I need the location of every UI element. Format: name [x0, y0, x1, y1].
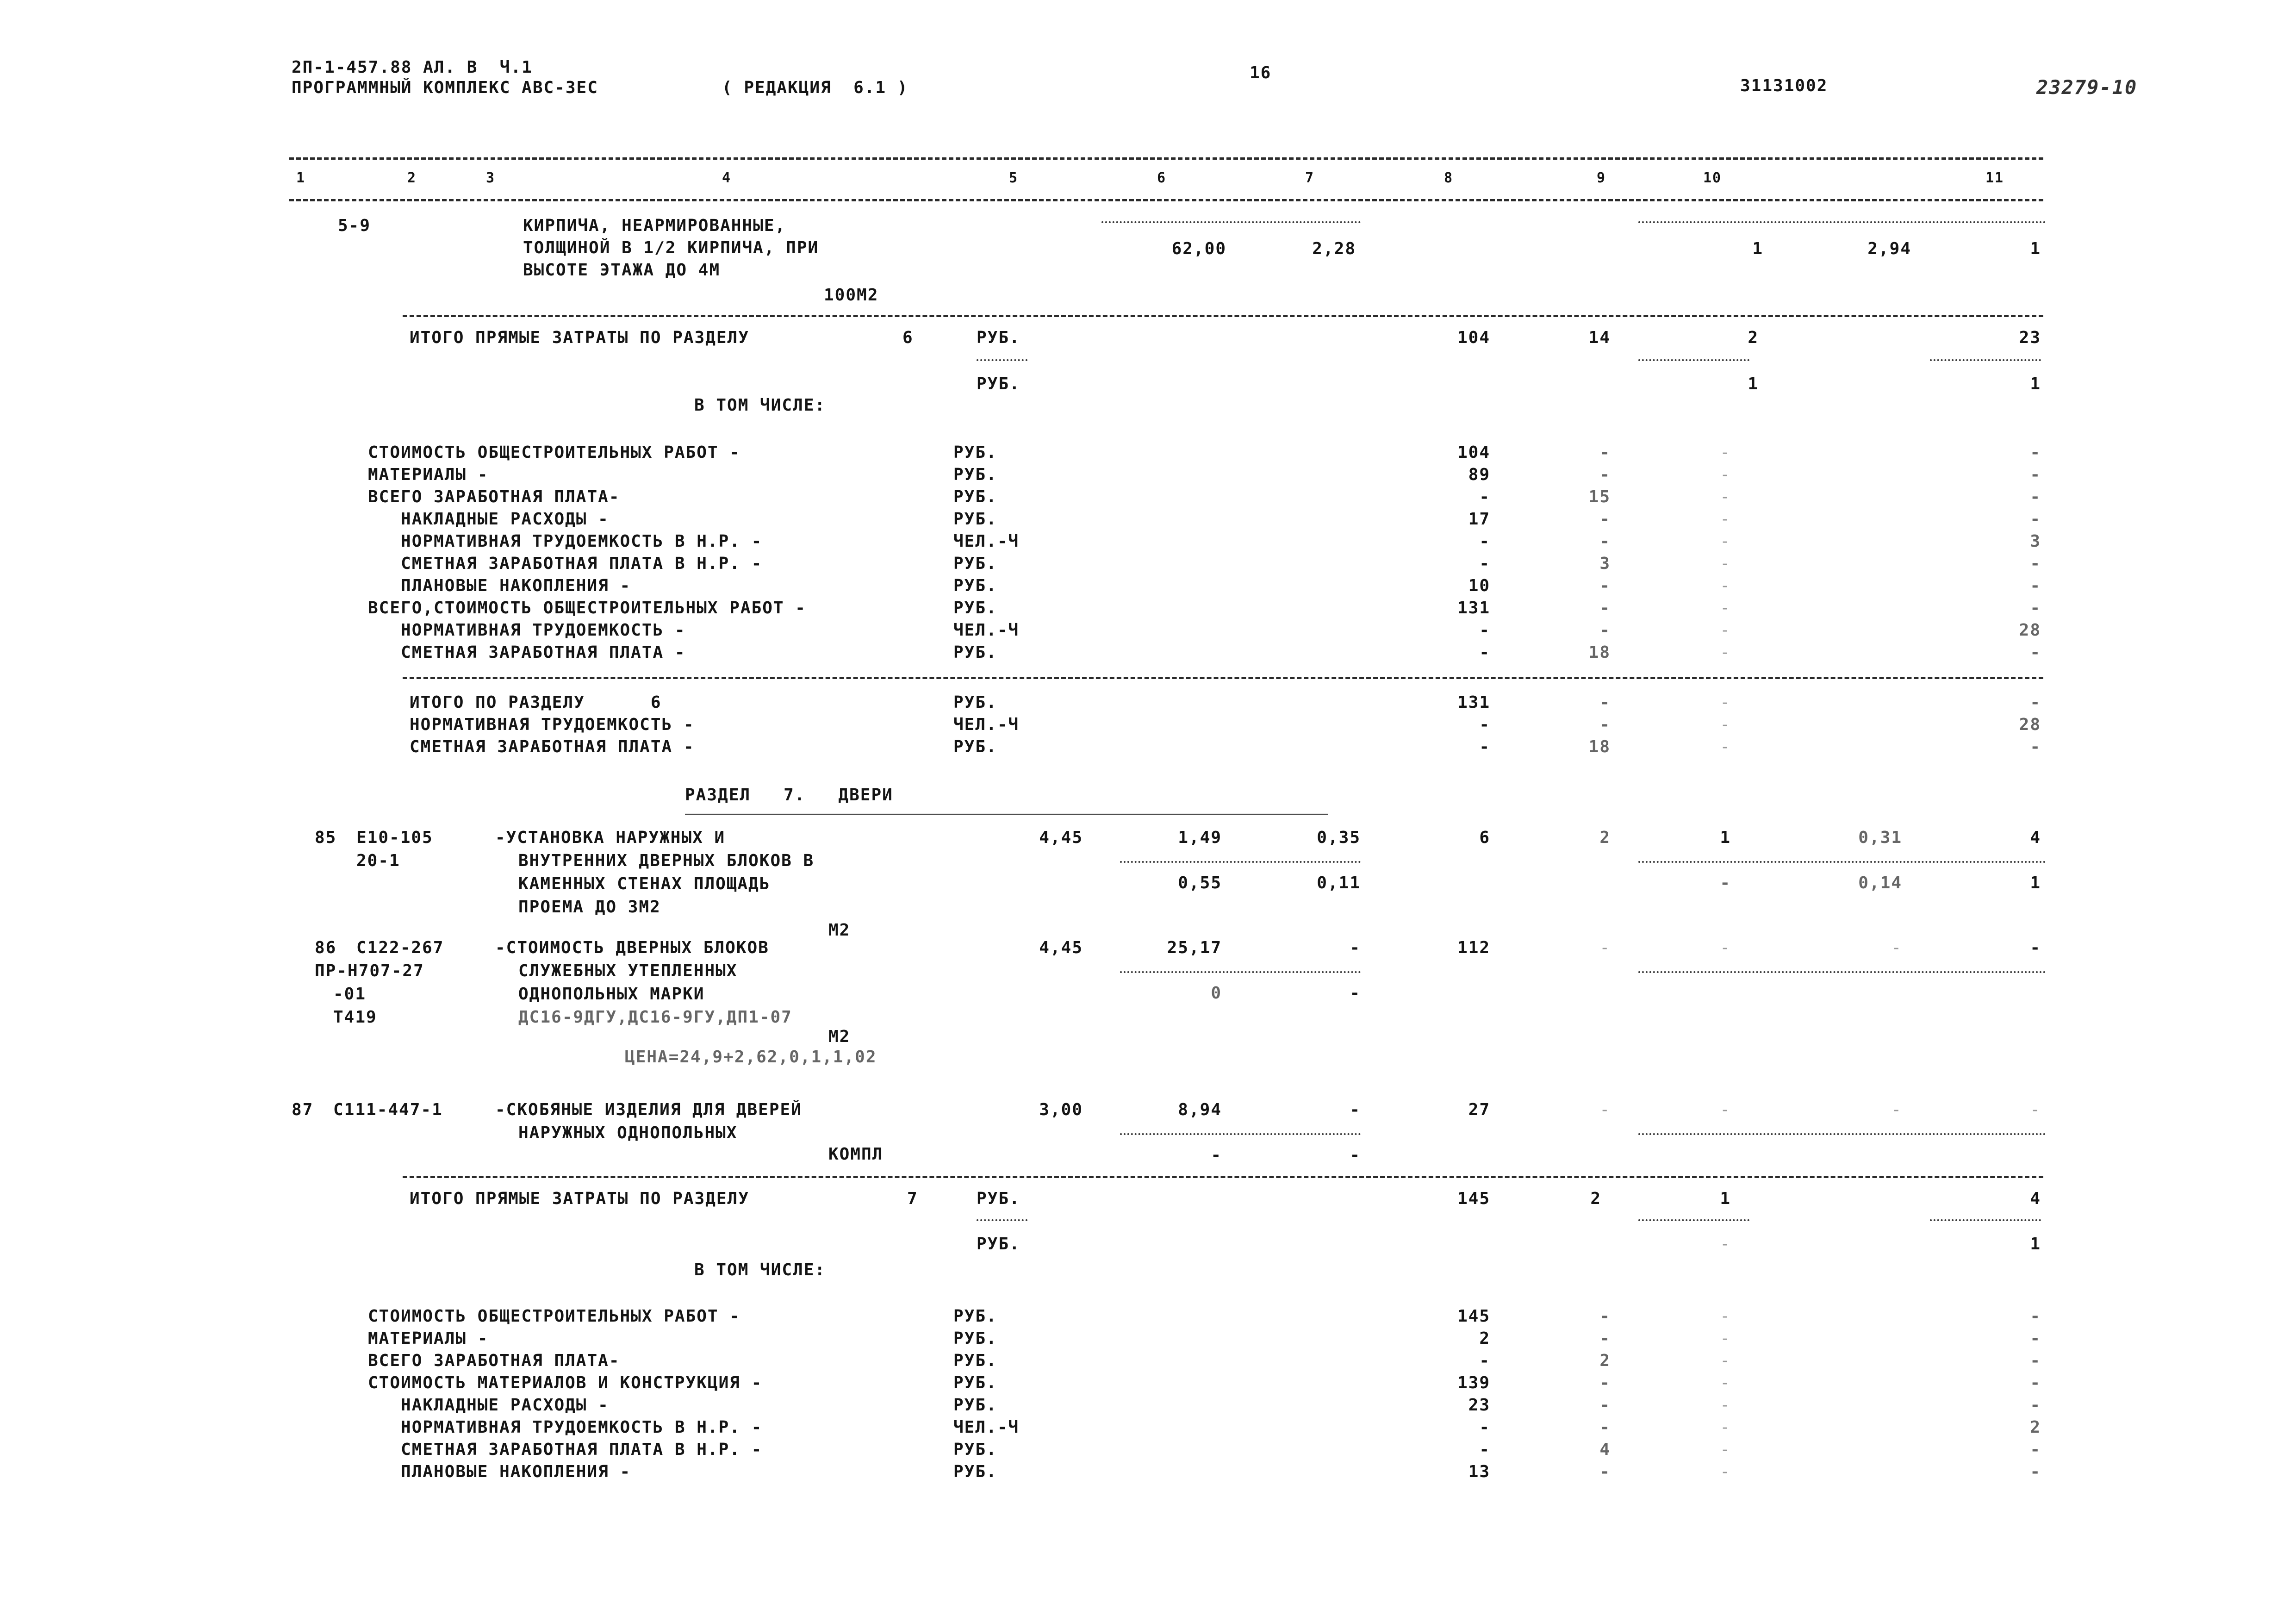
item-unit: КОМПЛ [828, 1145, 884, 1164]
cell-c4: 4,45 [1039, 828, 1083, 847]
cell-c5: 25,17 [1167, 938, 1222, 957]
cell-c7: 23 [1468, 1396, 1490, 1415]
cell-c8: - [1599, 938, 1611, 957]
item-number: 86 [315, 938, 337, 957]
page-number: 16 [1250, 63, 1272, 82]
cell-c9: 1 [1748, 374, 1759, 393]
cell-c8: 15 [1588, 487, 1611, 506]
cell-c7: - [1479, 643, 1490, 662]
cell-c5: 1,49 [1178, 828, 1222, 847]
rule [1120, 1133, 1361, 1135]
row-label: НАКЛАДНЫЕ РАСХОДЫ - [368, 1396, 609, 1415]
cell-c9: - [1720, 465, 1731, 484]
cell-c7: - [1479, 554, 1490, 573]
row-unit: ЧЕЛ.-Ч [953, 621, 1020, 640]
cell-c8: 3 [1599, 554, 1611, 573]
item-code: С122-267 [356, 938, 444, 957]
cell-c8: - [1599, 1307, 1611, 1326]
cell-c9: - [1720, 510, 1731, 529]
section-direct-label: ИТОГО ПРЯМЫЕ ЗАТРАТЫ ПО РАЗДЕЛУ [410, 328, 749, 347]
cell-c7: 131 [1457, 693, 1490, 712]
cell-c5: 0,55 [1178, 873, 1222, 892]
cell-c8: - [1599, 443, 1611, 462]
cell-c11: - [2030, 1307, 2041, 1326]
cell-c5: 0 [1211, 984, 1222, 1003]
cell-c9: 2 [1748, 328, 1759, 347]
section-number: 6 [902, 328, 914, 347]
row-unit: РУБ. [953, 1373, 997, 1392]
cell-c7: 27 [1468, 1100, 1490, 1119]
rule [977, 1219, 1027, 1221]
row-unit: РУБ. [953, 693, 997, 712]
doc-code: 2П-1-457.88 АЛ. В Ч.1 [292, 58, 533, 77]
item-unit: 100М2 [824, 286, 879, 305]
cell-c11: - [2030, 1329, 2041, 1348]
column-number: 6 [1157, 170, 1167, 186]
row-label: ВСЕГО,СТОИМОСТЬ ОБЩЕСТРОИТЕЛЬНЫХ РАБОТ - [368, 599, 806, 618]
item-code: -01 [333, 985, 367, 1004]
item-desc: -СТОИМОСТЬ ДВЕРНЫХ БЛОКОВ [495, 938, 769, 957]
row-label: НОРМАТИВНАЯ ТРУДОЕМКОСТЬ В Н.Р. - [368, 1418, 763, 1437]
cell-c8: - [1599, 532, 1611, 551]
cell-c6: - [1350, 938, 1361, 957]
column-number: 3 [486, 170, 496, 186]
cell-c7: 89 [1468, 465, 1490, 484]
including-heading: В ТОМ ЧИСЛЕ: [694, 1260, 826, 1279]
edition: ( РЕДАКЦИЯ 6.1 ) [722, 78, 908, 97]
cell-c9: - [1720, 715, 1731, 734]
cell-c9: 1 [1752, 239, 1763, 258]
cell-c11: - [2030, 510, 2041, 529]
cell-c7: - [1479, 1418, 1490, 1437]
row-unit: РУБ. [953, 1440, 997, 1459]
archive-stamp: 23279-10 [2036, 76, 2138, 99]
cell-c9: 1 [1720, 828, 1731, 847]
item-desc: ДС16-9ДГУ,ДС16-9ГУ,ДП1-07 [518, 1008, 792, 1027]
rule [1638, 1219, 1749, 1221]
cell-c9: - [1720, 737, 1731, 756]
cell-c8: - [1599, 1100, 1611, 1119]
cell-c8: - [1599, 1462, 1611, 1481]
cell-c8: - [1599, 1418, 1611, 1437]
rule [1638, 221, 2046, 223]
cell-c8: - [1599, 621, 1611, 640]
cell-c8: - [1599, 1329, 1611, 1348]
cell-c11: 1 [2030, 239, 2041, 258]
cell-c9: - [1720, 443, 1731, 462]
cell-c8: 2 [1590, 1189, 1601, 1208]
cell-c7: 145 [1457, 1189, 1490, 1208]
row-label: НОРМАТИВНАЯ ТРУДОЕМКОСТЬ - [410, 715, 695, 734]
cell-c4: 4,45 [1039, 938, 1083, 957]
item-desc: ВЫСОТЕ ЭТАЖА ДО 4М [523, 261, 721, 280]
item-price: ЦЕНА=24,9+2,62,0,1,1,02 [625, 1048, 877, 1067]
cell-c11: - [2030, 599, 2041, 618]
cell-c9: - [1720, 1235, 1731, 1254]
rule [1930, 1219, 2041, 1221]
cell-c9: - [1720, 643, 1731, 662]
row-unit: РУБ. [953, 1329, 997, 1348]
cell-c8: - [1599, 1373, 1611, 1392]
row-unit: РУБ. [953, 576, 997, 595]
column-number: 9 [1597, 170, 1606, 186]
item-unit: М2 [828, 1027, 851, 1046]
cell-c6: - [1350, 1146, 1361, 1165]
cell-c5: - [1211, 1146, 1222, 1165]
unit: РУБ. [977, 328, 1020, 347]
cell-c8: 18 [1588, 643, 1611, 662]
row-unit: РУБ. [953, 1396, 997, 1415]
rule [1930, 359, 2041, 361]
cell-c11: - [2030, 1100, 2041, 1119]
row-unit: ЧЕЛ.-Ч [953, 532, 1020, 551]
document-id: 31131002 [1740, 76, 1828, 95]
cell-c6: 0,11 [1317, 873, 1361, 892]
cell-c9: - [1720, 693, 1731, 712]
cell-c8: - [1599, 693, 1611, 712]
row-label: НОРМАТИВНАЯ ТРУДОЕМКОСТЬ - [368, 621, 686, 640]
rule [685, 813, 1328, 815]
row-label: СМЕТНАЯ ЗАРАБОТНАЯ ПЛАТА В Н.Р. - [368, 554, 763, 573]
cell-c11: - [2030, 487, 2041, 506]
cell-c8: - [1599, 599, 1611, 618]
column-number: 4 [722, 170, 732, 186]
cell-c11: - [2030, 643, 2041, 662]
row-label: СТОИМОСТЬ ОБЩЕСТРОИТЕЛЬНЫХ РАБОТ - [368, 443, 740, 462]
cell-c9: - [1720, 1307, 1731, 1326]
item-code: Е10-105 [356, 828, 433, 847]
cell-c7: 6 [1479, 828, 1490, 847]
item-code: 5-9 [338, 216, 371, 235]
item-unit: М2 [828, 921, 851, 940]
row-unit: РУБ. [953, 737, 997, 756]
cell-c9: - [1720, 1100, 1731, 1119]
rule [977, 359, 1027, 361]
column-number: 1 [296, 170, 306, 186]
program-name: ПРОГРАММНЫЙ КОМПЛЕКС АВС-3ЕС [292, 78, 598, 97]
cell-c9: - [1720, 621, 1731, 640]
unit: РУБ. [977, 1189, 1020, 1208]
cell-c11: - [2030, 576, 2041, 595]
row-label: ВСЕГО ЗАРАБОТНАЯ ПЛАТА- [368, 1351, 620, 1370]
row-unit: РУБ. [953, 487, 997, 506]
column-number: 5 [1009, 170, 1019, 186]
cell-c7: 2 [1479, 1329, 1490, 1348]
cell-c6: 2,28 [1312, 239, 1356, 258]
cell-c7: 131 [1457, 599, 1490, 618]
cell-c9: - [1720, 1462, 1731, 1481]
cell-c11: - [2030, 1351, 2041, 1370]
cell-c11: - [2030, 443, 2041, 462]
cell-c8: 14 [1588, 328, 1611, 347]
cell-c5: 62,00 [1171, 239, 1226, 258]
cell-c8: 18 [1588, 737, 1611, 756]
cell-c11: - [2030, 693, 2041, 712]
cell-c4: 3,00 [1039, 1100, 1083, 1119]
cell-c8: - [1599, 576, 1611, 595]
cell-c7: 17 [1468, 510, 1490, 529]
cell-c8: - [1599, 715, 1611, 734]
row-unit: РУБ. [953, 443, 997, 462]
rule [289, 157, 2043, 160]
cell-c10: - [1891, 938, 1902, 957]
cell-c8: - [1599, 1396, 1611, 1415]
item-code: С111-447-1 [333, 1100, 443, 1119]
cell-c8: 4 [1599, 1440, 1611, 1459]
cell-c6: - [1350, 984, 1361, 1003]
cell-c11: 1 [2030, 873, 2041, 892]
rule [1638, 861, 2046, 863]
cell-c11: - [2030, 938, 2041, 957]
cell-c11: 23 [2019, 328, 2041, 347]
cell-c7: - [1479, 487, 1490, 506]
cell-c7: 10 [1468, 576, 1490, 595]
cell-c9: - [1720, 873, 1731, 892]
cell-c7: - [1479, 1440, 1490, 1459]
item-desc: ТОЛЩИНОЙ В 1/2 КИРПИЧА, ПРИ [523, 238, 819, 257]
cell-c9: - [1720, 1351, 1731, 1370]
cell-c11: 3 [2030, 532, 2041, 551]
cell-c10: 0,14 [1858, 873, 1902, 892]
row-unit: РУБ. [953, 510, 997, 529]
item-desc: СЛУЖЕБНЫХ УТЕПЛЕННЫХ [518, 961, 738, 980]
cell-c11: 1 [2030, 374, 2041, 393]
cell-c10: - [1891, 1100, 1902, 1119]
rule [1638, 359, 1749, 361]
item-desc: КИРПИЧА, НЕАРМИРОВАННЫЕ, [523, 216, 786, 235]
row-label: СМЕТНАЯ ЗАРАБОТНАЯ ПЛАТА - [410, 737, 695, 756]
cell-c11: - [2030, 1396, 2041, 1415]
cell-c11: - [2030, 554, 2041, 573]
cell-c8: 2 [1599, 1351, 1611, 1370]
rule [403, 1176, 2043, 1178]
row-label: НАКЛАДНЫЕ РАСХОДЫ - [368, 510, 609, 529]
cell-c7: 104 [1457, 443, 1490, 462]
cell-c11: 28 [2019, 715, 2041, 734]
row-label: СМЕТНАЯ ЗАРАБОТНАЯ ПЛАТА - [368, 643, 686, 662]
column-number: 10 [1703, 170, 1722, 186]
section-direct-label: ИТОГО ПРЯМЫЕ ЗАТРАТЫ ПО РАЗДЕЛУ [410, 1189, 749, 1208]
cell-c7: 104 [1457, 328, 1490, 347]
item-number: 85 [315, 828, 337, 847]
cell-c8: - [1599, 465, 1611, 484]
row-unit: РУБ. [953, 554, 997, 573]
cell-c7: 13 [1468, 1462, 1490, 1481]
cell-c9: - [1720, 1418, 1731, 1437]
row-label: ИТОГО ПО РАЗДЕЛУ 6 [410, 693, 662, 712]
item-code: 20-1 [356, 851, 400, 870]
cell-c9: - [1720, 1440, 1731, 1459]
rule [403, 677, 2043, 679]
item-desc: ОДНОПОЛЬНЫХ МАРКИ [518, 985, 705, 1004]
cell-c6: 0,35 [1317, 828, 1361, 847]
column-number: 11 [1985, 170, 2004, 186]
rule [1120, 861, 1361, 863]
row-label: СТОИМОСТЬ МАТЕРИАЛОВ И КОНСТРУКЦИЯ - [368, 1373, 763, 1392]
cell-c7: 139 [1457, 1373, 1490, 1392]
section-title: РАЗДЕЛ 7. ДВЕРИ [685, 786, 893, 805]
row-unit: РУБ. [953, 599, 997, 618]
cell-c7: 112 [1457, 938, 1490, 957]
cell-c9: - [1720, 554, 1731, 573]
item-desc: НАРУЖНЫХ ОДНОПОЛЬНЫХ [518, 1123, 738, 1142]
cell-c11: - [2030, 737, 2041, 756]
row-unit: РУБ. [953, 465, 997, 484]
cell-c9: 1 [1720, 1189, 1731, 1208]
cell-c8: - [1599, 510, 1611, 529]
item-desc: КАМЕННЫХ СТЕНАХ ПЛОЩАДЬ [518, 874, 771, 893]
cell-c11: - [2030, 1373, 2041, 1392]
cell-c11: - [2030, 1462, 2041, 1481]
row-label: ВСЕГО ЗАРАБОТНАЯ ПЛАТА- [368, 487, 620, 506]
cell-c7: 145 [1457, 1307, 1490, 1326]
cell-c10: 0,31 [1858, 828, 1902, 847]
row-label: СТОИМОСТЬ ОБЩЕСТРОИТЕЛЬНЫХ РАБОТ - [368, 1307, 740, 1326]
cell-c11: 4 [2030, 1189, 2041, 1208]
cell-c9: - [1720, 1373, 1731, 1392]
cell-c9: - [1720, 532, 1731, 551]
row-label: МАТЕРИАЛЫ - [368, 1329, 489, 1348]
rule [1638, 1133, 2046, 1135]
cell-c11: 1 [2030, 1235, 2041, 1254]
rule [1638, 971, 2046, 973]
cell-c11: - [2030, 465, 2041, 484]
cell-c7: - [1479, 532, 1490, 551]
row-unit: РУБ. [953, 1307, 997, 1326]
row-label: ПЛАНОВЫЕ НАКОПЛЕНИЯ - [368, 576, 631, 595]
item-code: ПР-Н707-27 [315, 961, 424, 980]
unit: РУБ. [977, 1235, 1020, 1254]
cell-c8: 2 [1599, 828, 1611, 847]
cell-c5: 8,94 [1178, 1100, 1222, 1119]
cell-c9: - [1720, 487, 1731, 506]
rule [1101, 221, 1361, 223]
column-number: 8 [1444, 170, 1454, 186]
row-label: ПЛАНОВЫЕ НАКОПЛЕНИЯ - [368, 1462, 631, 1481]
section-number: 7 [907, 1189, 918, 1208]
row-unit: ЧЕЛ.-Ч [953, 715, 1020, 734]
row-unit: РУБ. [953, 1351, 997, 1370]
unit: РУБ. [977, 374, 1020, 393]
cell-c7: - [1479, 1351, 1490, 1370]
cell-c9: - [1720, 1329, 1731, 1348]
item-number: 87 [292, 1100, 314, 1119]
row-unit: ЧЕЛ.-Ч [953, 1418, 1020, 1437]
cell-c9: - [1720, 576, 1731, 595]
item-desc: -УСТАНОВКА НАРУЖНЫХ И [495, 828, 726, 847]
rule [1120, 971, 1361, 973]
cell-c7: - [1479, 621, 1490, 640]
column-number: 2 [407, 170, 417, 186]
cell-c6: - [1350, 1100, 1361, 1119]
cell-c9: - [1720, 938, 1731, 957]
row-label: СМЕТНАЯ ЗАРАБОТНАЯ ПЛАТА В Н.Р. - [368, 1440, 763, 1459]
including-heading: В ТОМ ЧИСЛЕ: [694, 396, 826, 415]
item-desc: -СКОБЯНЫЕ ИЗДЕЛИЯ ДЛЯ ДВЕРЕЙ [495, 1100, 802, 1119]
item-desc: ВНУТРЕННИХ ДВЕРНЫХ БЛОКОВ В [518, 851, 815, 870]
row-unit: РУБ. [953, 643, 997, 662]
cell-c9: - [1720, 599, 1731, 618]
rule [403, 315, 2043, 317]
cell-c10: 2,94 [1867, 239, 1911, 258]
cell-c11: 28 [2019, 621, 2041, 640]
row-label: МАТЕРИАЛЫ - [368, 465, 489, 484]
cell-c11: - [2030, 1440, 2041, 1459]
row-label: НОРМАТИВНАЯ ТРУДОЕМКОСТЬ В Н.Р. - [368, 532, 763, 551]
item-code: Т419 [333, 1008, 377, 1027]
item-desc: ПРОЕМА ДО 3М2 [518, 898, 661, 917]
cell-c7: - [1479, 737, 1490, 756]
rule [289, 199, 2043, 201]
cell-c11: 4 [2030, 828, 2041, 847]
column-number: 7 [1305, 170, 1315, 186]
cell-c11: 2 [2030, 1418, 2041, 1437]
cell-c9: - [1720, 1396, 1731, 1415]
cell-c7: - [1479, 715, 1490, 734]
row-unit: РУБ. [953, 1462, 997, 1481]
